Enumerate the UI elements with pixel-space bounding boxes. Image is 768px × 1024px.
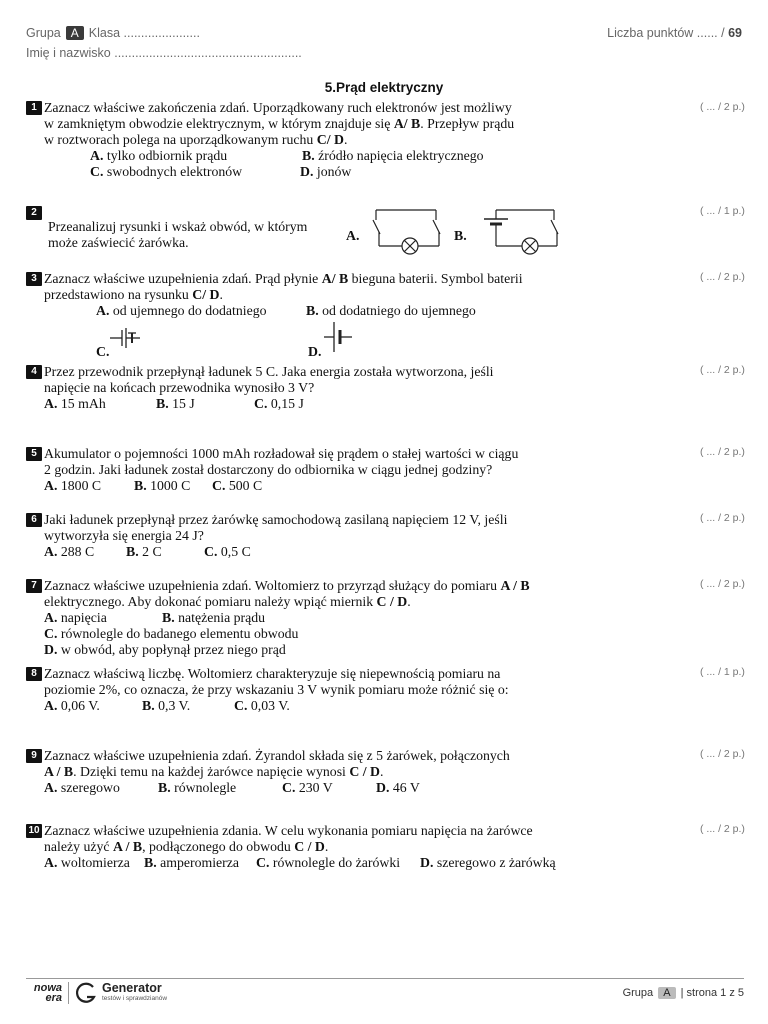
answer-c[interactable] (256, 855, 400, 871)
answer-b[interactable] (454, 228, 474, 244)
answer-b[interactable] (158, 780, 236, 796)
answer-d[interactable] (44, 642, 286, 658)
option-text: szeregowo (60, 780, 120, 795)
option-letter: C. (256, 855, 270, 870)
class-dots: ...................... (123, 26, 200, 40)
option-text: 15 J (172, 396, 195, 411)
option-text: równolegle do żarówki (272, 855, 401, 870)
option-text: tylko odbiornik prądu (106, 148, 228, 163)
question-text: Jaki ładunek przepłynął przez żarówkę samochodową zasilaną napięciem 12 V, jeśli (44, 512, 508, 527)
option-letter: A. (44, 478, 58, 493)
points-q5[interactable]: ( ... / 2 p.) (700, 446, 745, 458)
answer-b[interactable] (126, 544, 162, 560)
points-q10[interactable]: ( ... / 2 p.) (700, 823, 745, 835)
option-letter: C. (234, 698, 248, 713)
points-total: 69 (728, 26, 742, 40)
question-text: 2 godzin. Jaki ładunek został dostarczony do odbiornika w ciągu jednej godziny? (44, 462, 493, 477)
question-text: może zaświecić żarówka. (48, 235, 189, 250)
choice-cd[interactable]: C / D (376, 594, 408, 609)
option-text: 0,15 J (270, 396, 304, 411)
circuit-a-diagram (370, 204, 450, 254)
question-2-text (48, 219, 348, 251)
question-text: Przez przewodnik przepłynął ładunek 5 C. Jaka energia została wytworzona, jeśli (44, 364, 494, 379)
points-q9[interactable]: ( ... / 2 p.) (700, 748, 745, 760)
punctuation: . (380, 764, 384, 779)
generator-logo-text (102, 982, 167, 1003)
choice-ab[interactable]: A / B (44, 764, 74, 779)
answer-a[interactable] (44, 855, 130, 871)
option-letter: B. (156, 396, 169, 411)
question-text: bieguna baterii. Symbol baterii (351, 271, 523, 286)
footer-divider (26, 978, 744, 979)
punctuation: . (344, 132, 348, 147)
option-text: swobodnych elektronów (106, 164, 243, 179)
footer-page-info (623, 987, 744, 999)
choice-ab[interactable]: A/ B (393, 116, 421, 131)
battery-symbol-d (322, 320, 358, 354)
option-letter: D. (420, 855, 434, 870)
answer-b[interactable] (306, 303, 476, 319)
option-letter: A. (44, 698, 58, 713)
option-text: amperomierza (160, 855, 240, 870)
option-letter: B. (302, 148, 315, 163)
option-letter: A. (44, 610, 58, 625)
question-4 (26, 364, 686, 411)
question-7 (26, 578, 686, 657)
answer-a[interactable] (90, 148, 227, 164)
answer-c[interactable] (254, 396, 304, 412)
question-text: Zaznacz właściwe zakończenia zdań. Uporządkowany ruch elektronów jest możliwy (44, 100, 512, 115)
generator-subtitle: testów i sprawdzianów (102, 995, 168, 1002)
option-letter: B. (126, 544, 139, 559)
answer-d[interactable] (300, 164, 351, 180)
option-letter: C. (44, 626, 58, 641)
answer-b[interactable] (156, 396, 195, 412)
option-letter: B. (162, 610, 175, 625)
question-text: , podłączonego do obwodu (142, 839, 291, 854)
option-text: od ujemnego do dodatniego (112, 303, 267, 318)
option-letter: A. (44, 396, 58, 411)
answer-a[interactable] (96, 303, 267, 319)
punctuation: . (324, 839, 329, 854)
option-letter: D. (308, 344, 322, 359)
question-number: 2 (26, 206, 42, 220)
footer-group-label: Grupa (622, 987, 654, 999)
group-badge: A (66, 26, 84, 40)
points-q1[interactable]: ( ... / 2 p.) (700, 101, 745, 113)
question-text: w zamkniętym obwodzie elektrycznym, w którym znajduje się (44, 116, 391, 131)
page-title: 5.Prąd elektryczny (324, 80, 444, 95)
class-label: Klasa (88, 26, 121, 40)
option-text: równolegle do badanego elementu obwodu (60, 626, 299, 641)
question-text: Akumulator o pojemności 1000 mAh rozładował się prądem o stałej wartości w ciągu (44, 446, 519, 461)
choice-cd[interactable]: C / D (294, 839, 325, 854)
points-q3[interactable]: ( ... / 2 p.) (700, 271, 745, 283)
question-1 (26, 100, 686, 179)
option-text: 15 mAh (60, 396, 106, 411)
option-text: 46 V (392, 780, 420, 795)
option-text: 0,3 V. (158, 698, 191, 713)
question-text: Zaznacz właściwe uzupełnienia zdań. Prąd płynie (44, 271, 319, 286)
question-8 (26, 666, 686, 713)
points-label: Liczba punktów (607, 26, 694, 40)
question-number: 8 (26, 667, 42, 681)
answer-a[interactable] (44, 544, 94, 560)
group-field (26, 26, 200, 40)
logo-divider (68, 982, 69, 1004)
points-q8[interactable]: ( ... / 1 p.) (700, 666, 745, 678)
option-letter: B. (142, 698, 155, 713)
option-letter: C. (212, 478, 226, 493)
option-letter: C. (204, 544, 218, 559)
option-letter: A. (90, 148, 104, 163)
question-text: Zaznacz właściwe uzupełnienia zdań. Woltomierz to przyrząd służący do pomiaru (44, 578, 497, 593)
option-letter: A. (96, 303, 110, 318)
answer-a[interactable] (44, 478, 101, 494)
option-letter: C. (282, 780, 296, 795)
option-text: w obwód, aby popłynął przez niego prąd (60, 642, 286, 657)
option-letter: A. (44, 780, 58, 795)
answer-c[interactable] (90, 164, 242, 180)
answer-a[interactable] (44, 396, 106, 412)
option-letter: A. (346, 228, 360, 243)
generator-title: Generator (102, 981, 162, 995)
question-number: 7 (26, 579, 42, 593)
punctuation: . (407, 594, 411, 609)
answer-c[interactable] (282, 780, 333, 796)
choice-ab[interactable]: A/ B (321, 271, 349, 286)
option-letter: D. (300, 164, 314, 179)
question-text: poziomie 2%, co oznacza, że przy wskazaniu 3 V wynik pomiaru może różnić się o: (44, 682, 509, 697)
option-letter: D. (44, 642, 58, 657)
answer-b[interactable] (162, 610, 265, 626)
option-text: woltomierza (60, 855, 130, 870)
question-10 (26, 823, 686, 870)
option-letter: B. (306, 303, 319, 318)
option-text: od dodatniego do ujemnego (322, 303, 476, 318)
option-text: napięcia (60, 610, 107, 625)
question-text: przedstawiono na rysunku (44, 287, 189, 302)
option-letter: C. (96, 344, 110, 359)
footer-group-badge: A (658, 987, 675, 999)
option-letter: C. (90, 164, 104, 179)
question-number: 1 (26, 101, 42, 115)
question-text: . Dzięki temu na każdej żarówce napięcie wynosi (73, 764, 346, 779)
question-6 (26, 512, 686, 559)
option-letter: C. (254, 396, 268, 411)
page-number: | strona 1 z 5 (680, 987, 744, 999)
question-number: 10 (26, 824, 42, 838)
option-text: 0,03 V. (250, 698, 290, 713)
points-dots: ...... (696, 26, 718, 40)
answer-d[interactable] (420, 855, 556, 871)
answer-a[interactable] (44, 610, 107, 626)
nowa-era-logo (26, 983, 62, 1003)
question-text: należy użyć (44, 839, 110, 854)
question-text: Zaznacz właściwe uzupełnienia zdania. W celu wykonania pomiaru napięcia na żarówce (44, 823, 533, 838)
question-5 (26, 446, 686, 493)
option-text: 1800 C (60, 478, 102, 493)
logo-text: nowa (33, 982, 62, 994)
punctuation: . (219, 287, 223, 302)
option-letter: B. (134, 478, 147, 493)
option-letter: B. (144, 855, 157, 870)
question-number: 6 (26, 513, 42, 527)
answer-b[interactable] (142, 698, 190, 714)
choice-cd[interactable]: C / D (349, 764, 381, 779)
option-text: natężenia prądu (178, 610, 266, 625)
question-3 (26, 271, 686, 359)
choice-ab[interactable]: A / B (500, 578, 530, 593)
points-field (607, 26, 742, 40)
answer-d[interactable] (376, 780, 420, 796)
answer-b[interactable] (144, 855, 239, 871)
option-text: 1000 C (150, 478, 191, 493)
option-text: jonów (316, 164, 352, 179)
option-text: 500 C (228, 478, 263, 493)
option-text: 288 C (60, 544, 95, 559)
choice-cd[interactable]: C/ D (192, 287, 220, 302)
question-number: 9 (26, 749, 42, 763)
choice-ab[interactable]: A / B (112, 839, 143, 854)
logo-text: era (45, 992, 62, 1004)
question-text: elektrycznego. Aby dokonać pomiaru należy wpiąć miernik (44, 594, 374, 609)
option-letter: B. (454, 228, 467, 243)
name-field (26, 46, 302, 60)
question-text: napięcie na końcach przewodnika wynosiło 3 V? (44, 380, 315, 395)
option-text: 2 C (142, 544, 162, 559)
question-text: Zaznacz właściwą liczbę. Woltomierz charakteryzuje się niepewnością pomiaru na (44, 666, 501, 681)
battery-symbol-c (108, 324, 148, 352)
points-sep: / (721, 26, 725, 40)
question-number: 5 (26, 447, 42, 461)
answer-c[interactable] (204, 544, 251, 560)
name-dots: ...................................................... (114, 46, 302, 60)
option-text: 0,06 V. (60, 698, 100, 713)
option-letter: B. (158, 780, 171, 795)
answer-a[interactable] (346, 228, 366, 244)
generator-logo-icon (76, 981, 98, 1005)
question-number: 4 (26, 365, 42, 379)
question-text: wytworzyła się energia 24 J? (44, 528, 204, 543)
points-q4[interactable]: ( ... / 2 p.) (700, 364, 745, 376)
question-number: 3 (26, 272, 42, 286)
name-label: Imię i nazwisko (26, 46, 111, 60)
answer-d[interactable] (308, 344, 321, 360)
answer-a[interactable] (44, 780, 120, 796)
option-text: 230 V (298, 780, 333, 795)
answer-c[interactable] (234, 698, 290, 714)
option-letter: A. (44, 855, 58, 870)
points-q2[interactable]: ( ... / 1 p.) (700, 205, 745, 217)
circuit-b-diagram (478, 204, 568, 254)
points-q6[interactable]: ( ... / 2 p.) (700, 512, 745, 524)
question-text: . Przepływ prądu (420, 116, 515, 131)
answer-b[interactable] (302, 148, 484, 164)
group-label: Grupa (26, 26, 61, 40)
answer-c[interactable] (44, 626, 298, 642)
question-text: Przeanalizuj rysunki i wskaż obwód, w którym (48, 219, 308, 234)
option-text: szeregowo z żarówką (436, 855, 556, 870)
option-text: 0,5 C (220, 544, 251, 559)
option-letter: A. (44, 544, 58, 559)
option-text: źródło napięcia elektrycznego (318, 148, 484, 163)
answer-c[interactable] (212, 478, 262, 494)
option-letter: D. (376, 780, 390, 795)
answer-b[interactable] (134, 478, 190, 494)
points-q7[interactable]: ( ... / 2 p.) (700, 578, 745, 590)
choice-cd[interactable]: C/ D (316, 132, 344, 147)
question-text: w roztworach polega na uporządkowanym ruchu (44, 132, 314, 147)
question-text: Zaznacz właściwe uzupełnienia zdań. Żyrandol składa się z 5 żarówek, połączonych (44, 748, 510, 763)
option-text: równolegle (174, 780, 237, 795)
answer-a[interactable] (44, 698, 100, 714)
question-9 (26, 748, 686, 795)
